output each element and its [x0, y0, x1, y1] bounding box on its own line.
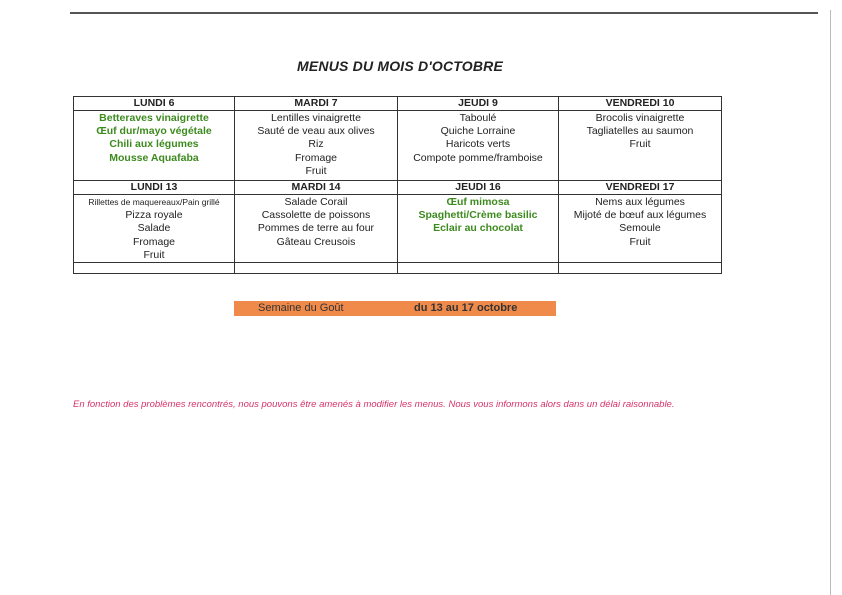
menu-item: Fruit	[629, 235, 651, 248]
menu-cell-lundi-13	[74, 195, 235, 263]
menu-item: Compote pomme/framboise	[413, 151, 543, 164]
menu-cell-mardi-14	[235, 195, 398, 263]
menu-item: Œuf mimosa	[446, 196, 510, 208]
menu-item: Semoule	[619, 222, 661, 235]
menu-cell-jeudi-16	[398, 195, 559, 263]
blank-row	[74, 263, 722, 274]
menu-item: Fruit	[629, 138, 651, 151]
day-header: VENDREDI 10	[559, 97, 722, 111]
menu-item: Eclair au chocolat	[433, 222, 523, 235]
page-title: MENUS DU MOIS D'OCTOBRE	[296, 58, 503, 74]
menu-item: Pizza royale	[125, 209, 183, 222]
menu-item: Nems aux légumes	[595, 196, 685, 208]
menu-item: Cassolette de poissons	[261, 209, 371, 222]
menu-change-notice: En fonction des problèmes rencontrés, nous pouvons être amenés à modifier les menus. Nous vous informons alors dans un délai raisonnable.	[73, 399, 675, 410]
menu-item: Brocolis vinaigrette	[595, 112, 685, 124]
day-header: LUNDI 13	[74, 181, 235, 195]
menu-item: Mijoté de bœuf aux légumes	[573, 209, 707, 222]
day-header: VENDREDI 17	[559, 181, 722, 195]
taste-week-banner	[234, 301, 556, 316]
menu-item: Lentilles vinaigrette	[271, 112, 361, 124]
blank-cell	[74, 263, 235, 274]
menu-row	[74, 111, 722, 181]
menu-item: Sauté de veau aux olives	[257, 125, 375, 138]
menu-item: Chili aux légumes	[109, 138, 199, 151]
menu-item: Fruit	[143, 248, 165, 261]
menu-cell-jeudi-9	[398, 111, 559, 181]
menu-item: Gâteau Creusois	[276, 235, 356, 248]
day-header: LUNDI 6	[74, 97, 235, 111]
top-border-line	[70, 12, 818, 14]
blank-cell	[559, 263, 722, 274]
menu-item: Rillettes de maquereaux/Pain grillé	[88, 197, 220, 207]
right-border-line	[830, 10, 831, 595]
menu-cell-vendredi-17	[559, 195, 722, 263]
day-header-row	[74, 97, 722, 111]
menu-item: Fruit	[305, 164, 327, 177]
day-header: MARDI 14	[235, 181, 398, 195]
blank-cell	[235, 263, 398, 274]
day-header-row	[74, 181, 722, 195]
menu-item: Fromage	[294, 151, 337, 164]
menu-item: Mousse Aquafaba	[109, 151, 199, 164]
menu-item: Fromage	[132, 235, 175, 248]
menu-item: Haricots verts	[445, 138, 511, 151]
banner-label: Semaine du Goût	[258, 302, 344, 314]
menu-item: Salade Corail	[284, 196, 348, 208]
menu-item: Quiche Lorraine	[440, 125, 516, 138]
day-header: JEUDI 9	[398, 97, 559, 111]
menu-cell-lundi-6	[74, 111, 235, 181]
menu-item: Tagliatelles au saumon	[586, 125, 694, 138]
day-header: JEUDI 16	[398, 181, 559, 195]
menu-cell-vendredi-10	[559, 111, 722, 181]
menu-table-week-1	[73, 96, 722, 181]
menu-item: Œuf dur/mayo végétale	[96, 125, 212, 138]
menu-item: Taboulé	[459, 112, 497, 124]
menu-cell-mardi-7	[235, 111, 398, 181]
menu-row	[74, 195, 722, 263]
menu-item: Betteraves vinaigrette	[99, 112, 209, 124]
menu-table-week-2	[73, 180, 722, 274]
blank-cell	[398, 263, 559, 274]
day-header: MARDI 7	[235, 97, 398, 111]
menu-item: Spaghetti/Crème basilic	[418, 209, 538, 222]
menu-item: Salade	[137, 222, 171, 235]
menu-item: Pommes de terre au four	[257, 222, 375, 235]
banner-dates: du 13 au 17 octobre	[414, 302, 518, 314]
menu-item: Riz	[308, 138, 324, 151]
